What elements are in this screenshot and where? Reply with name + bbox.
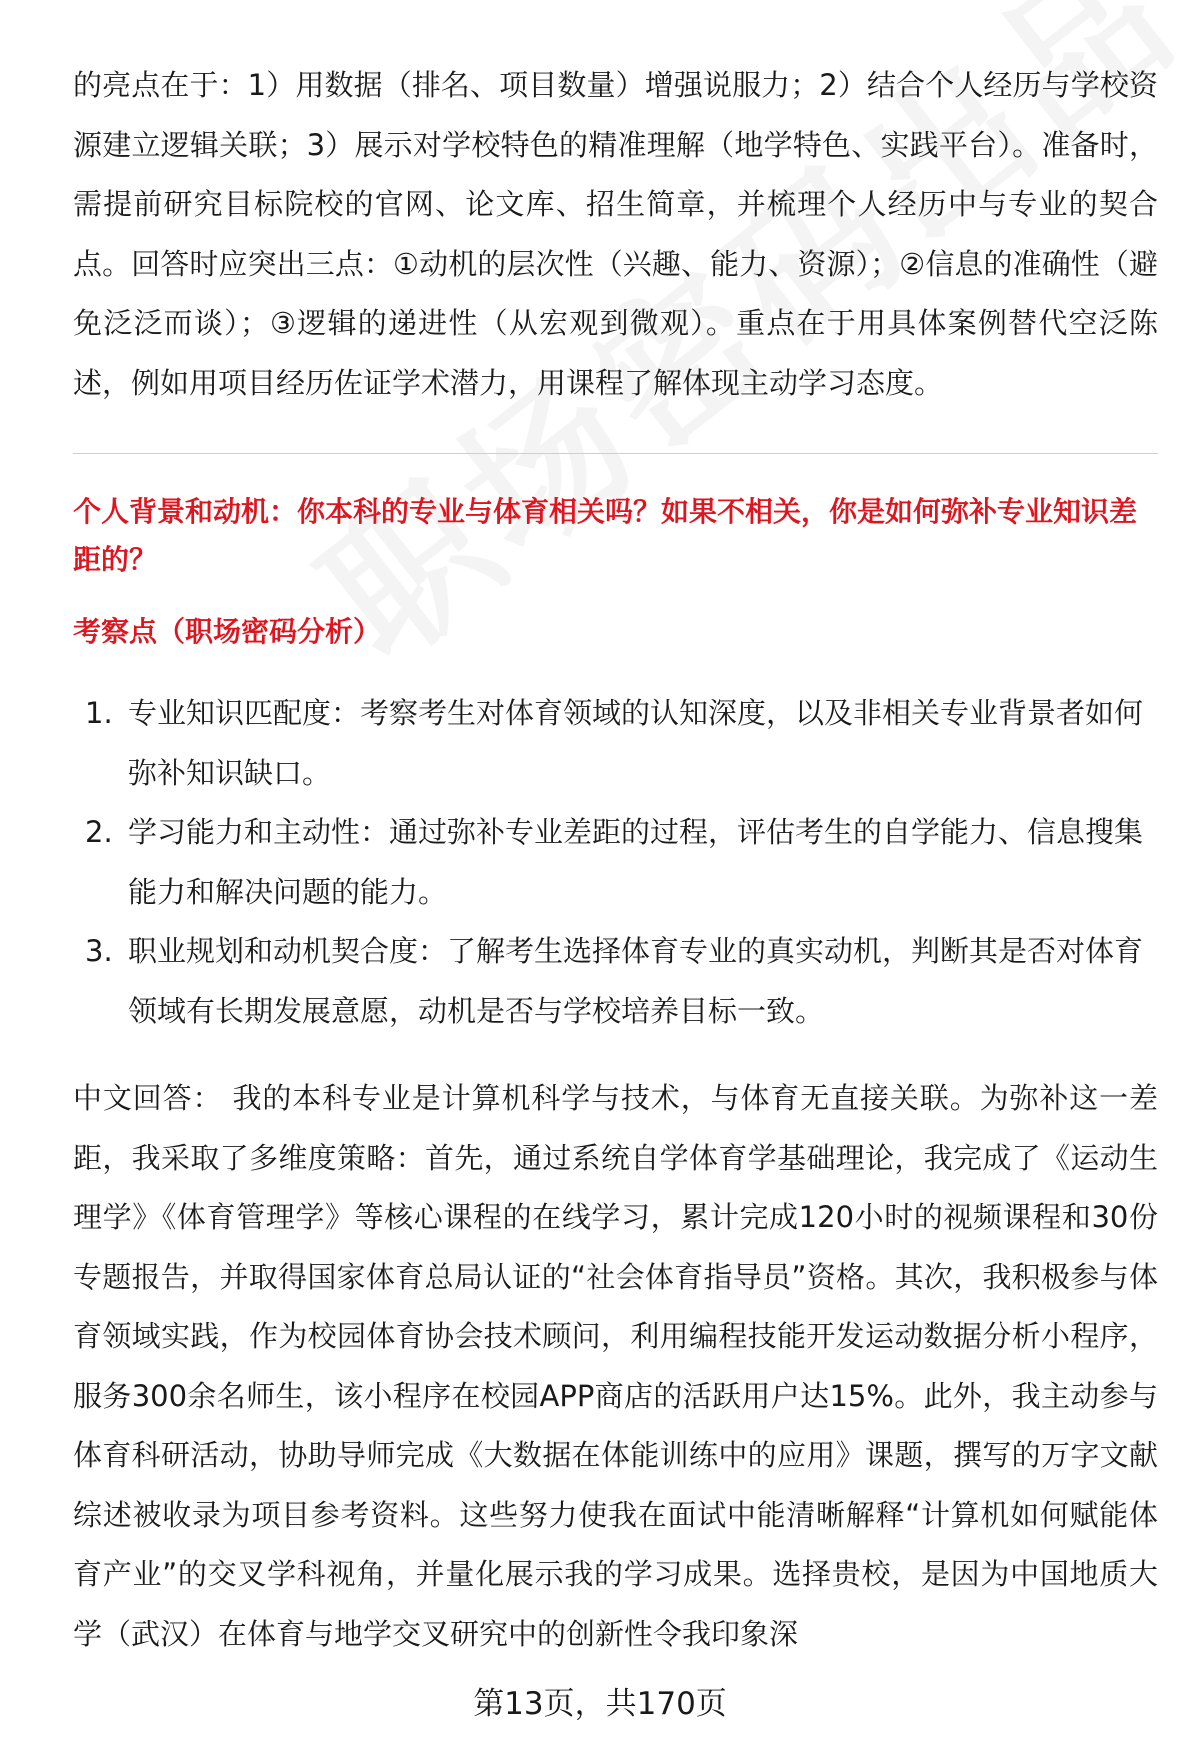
list-text: 专业知识匹配度：考察考生对体育领域的认知深度，以及非相关专业背景者如何弥补知识缺口。 [128,696,1144,790]
list-text: 学习能力和主动性：通过弥补专业差距的过程，评估考生的自学能力、信息搜集能力和解决问题的能力。 [128,815,1144,909]
list-item [73,803,1158,922]
page-number-footer: 第13页，共170页 [473,1686,727,1722]
list-number: 1. [85,696,113,730]
list-item [73,684,1158,803]
list-number: 3. [85,934,113,968]
section-divider [73,453,1158,454]
document-page [73,56,1158,1664]
focus-heading: 考察点（职场密码分析） [73,615,382,648]
focus-points-list [73,684,1158,1041]
intro-paragraph: 的亮点在于：1）用数据（排名、项目数量）增强说服力；2）结合个人经历与学校资源建立逻辑关联；3）展示对学校特色的精准理解（地学特色、实践平台）。准备时，需提前研究目标院校的官网、论文库、招生简章，并梳理个人经历中与专业的契合点。回答时应突出三点：①动机的层次性（兴趣、能力、资源）；②信息的准确性（避免泛泛而谈）；③逻辑的递进性（从宏观到微观）。重点在于用具体案例替代空泛陈述，例如用项目经历佐证学术潜力，用课程了解体现主动学习态度。 [73,68,1158,400]
list-item [73,922,1158,1041]
list-number: 2. [85,815,113,849]
list-text: 职业规划和动机契合度：了解考生选择体育专业的真实动机，判断其是否对体育领域有长期发展意愿，动机是否与学校培养目标一致。 [128,934,1144,1028]
answer-paragraph: 中文回答： 我的本科专业是计算机科学与技术，与体育无直接关联。为弥补这一差距，我采取了多维度策略：首先，通过系统自学体育学基础理论，我完成了《运动生理学》《体育管理学》等核心课程的在线学习，累计完成120小时的视频课程和30份专题报告，并取得国家体育总局认证的“社会体育指导员”资格。其次，我积极参与体育领域实践，作为校园体育协会技术顾问，利用编程技能开发运动数据分析小程序，服务300余名师生，该小程序在校园APP商店的活跃用户达15%。此外，我主动参与体育科研活动，协助导师完成《大数据在体能训练中的应用》课题，撰写的万字文献综述被收录为项目参考资料。这些努力使我在面试中能清晰解释“计算机如何赋能体育产业”的交叉学科视角，并量化展示我的学习成果。选择贵校，是因为中国地质大学（武汉）在体育与地学交叉研究中的创新性令我印象深 [73,1081,1158,1651]
question-heading: 个人背景和动机：你本科的专业与体育相关吗？如果不相关，你是如何弥补专业知识差距的？ [73,495,1138,576]
